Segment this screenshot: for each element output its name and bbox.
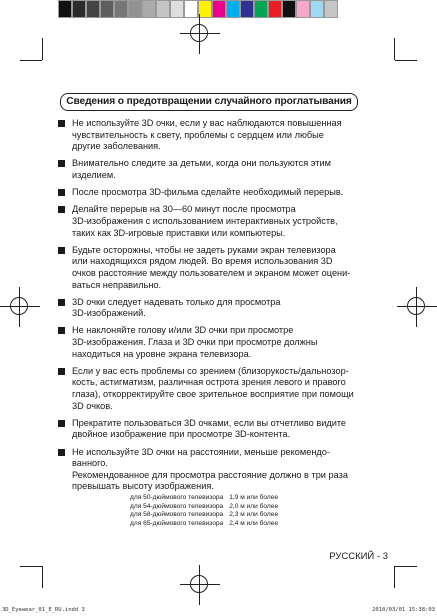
table-row: для 65-дюймового телевизора 2,4 м или более — [130, 519, 279, 527]
bullet-square-icon — [58, 327, 65, 334]
color-swatch — [324, 0, 338, 18]
color-swatch — [226, 0, 240, 18]
color-swatch — [58, 0, 72, 18]
color-swatch — [100, 0, 114, 18]
print-slug-filename: 3D_Eyewear_01_E_RU.indd 3 — [2, 607, 85, 613]
bullet-square-icon — [58, 449, 65, 456]
trim-mark — [394, 38, 395, 60]
color-swatch — [282, 0, 296, 18]
trim-mark — [42, 38, 43, 60]
color-swatch — [72, 0, 86, 18]
trim-mark — [395, 60, 417, 61]
bullet-square-icon — [58, 206, 65, 213]
color-swatch — [310, 0, 324, 18]
registration-mark-top — [180, 14, 220, 54]
list-item: После просмотра 3D-фильма сделайте необходимый перерыв. — [58, 187, 370, 199]
list-item: Прекратите пользоваться 3D очками, если вы отчетливо видите двойное изображение при просмотре 3D-контента. — [58, 418, 370, 441]
page-number-label: РУССКИЙ - 3 — [329, 551, 388, 562]
table-row: для 50-дюймового телевизора 1,9 м или более — [130, 493, 279, 501]
warning-list — [58, 118, 370, 534]
color-swatch — [240, 0, 254, 18]
trim-mark — [20, 60, 42, 61]
list-item: Внимательно следите за детьми, когда они пользуются этим изделием. — [58, 158, 370, 181]
list-item: Не используйте 3D очки, если у вас наблюдаются повышенная чувствительность к свету, проблемы с сердцем или любые другие заболевания. — [58, 118, 370, 153]
registration-mark-bottom — [180, 565, 220, 605]
color-swatch — [114, 0, 128, 18]
color-swatch — [268, 0, 282, 18]
bullet-square-icon — [58, 120, 65, 127]
viewing-distance-table — [130, 494, 284, 528]
color-swatch — [156, 0, 170, 18]
trim-mark — [20, 566, 42, 567]
list-item: Делайте перерыв на 30—60 минут после просмотра 3D-изображения с использованием интерактивных устройств, таких как 3D-игровые приставки или компьютеры. — [58, 204, 370, 239]
trim-mark — [395, 566, 417, 567]
registration-mark-left — [0, 287, 40, 327]
bullet-square-icon — [58, 368, 65, 375]
list-item: Не используйте 3D очки на расстоянии, меньше рекомендо- ванного. Рекомендованное для просмотра расстояние должно в три раза превышать высоту изображения. для 50-дюймового телевизора 1,9 м или более для 54-дюймового телевизора 2,0 м или более для 58-дюймового телевизора 2,3 м или более для 65-дюймового телевизора 2,4 м или более — [58, 447, 370, 529]
table-row: для 54-дюймового телевизора 2,0 м или более — [130, 502, 279, 510]
bullet-square-icon — [58, 160, 65, 167]
list-item: Будьте осторожны, чтобы не задеть руками экран телевизора или находящихся рядом людей. Во время использования 3D очков расстояние между пользователем и экраном может оцени- ваться неправильно. — [58, 245, 370, 291]
list-item: Если у вас есть проблемы со зрением (близорукость/дальнозор- кость, астигматизм, различная острота зрения левого и правого глаза), откорректируйте свое зрительное восприятие при помощи 3D очков. — [58, 366, 370, 412]
bullet-square-icon — [58, 247, 65, 254]
list-item: 3D очки следует надевать только для просмотра 3D-изображений. — [58, 297, 370, 320]
section-title: Сведения о предотвращении случайного проглатывания — [60, 93, 358, 111]
color-swatch — [86, 0, 100, 18]
bullet-square-icon — [58, 299, 65, 306]
bullet-square-icon — [58, 189, 65, 196]
color-swatch — [254, 0, 268, 18]
print-slug-timestamp: 2010/03/01 15:38:03 — [372, 607, 435, 613]
list-item: Не наклоняйте голову и/или 3D очки при просмотре 3D-изображения. Глаза и 3D очки при просмотре должны находиться на уровне экрана телевизора. — [58, 325, 370, 360]
bullet-square-icon — [58, 420, 65, 427]
color-swatch — [296, 0, 310, 18]
color-swatch — [128, 0, 142, 18]
registration-mark-right — [397, 287, 437, 327]
trim-mark — [42, 566, 43, 588]
trim-mark — [394, 566, 395, 588]
table-row: для 58-дюймового телевизора 2,3 м или более — [130, 511, 279, 519]
color-swatch — [142, 0, 156, 18]
